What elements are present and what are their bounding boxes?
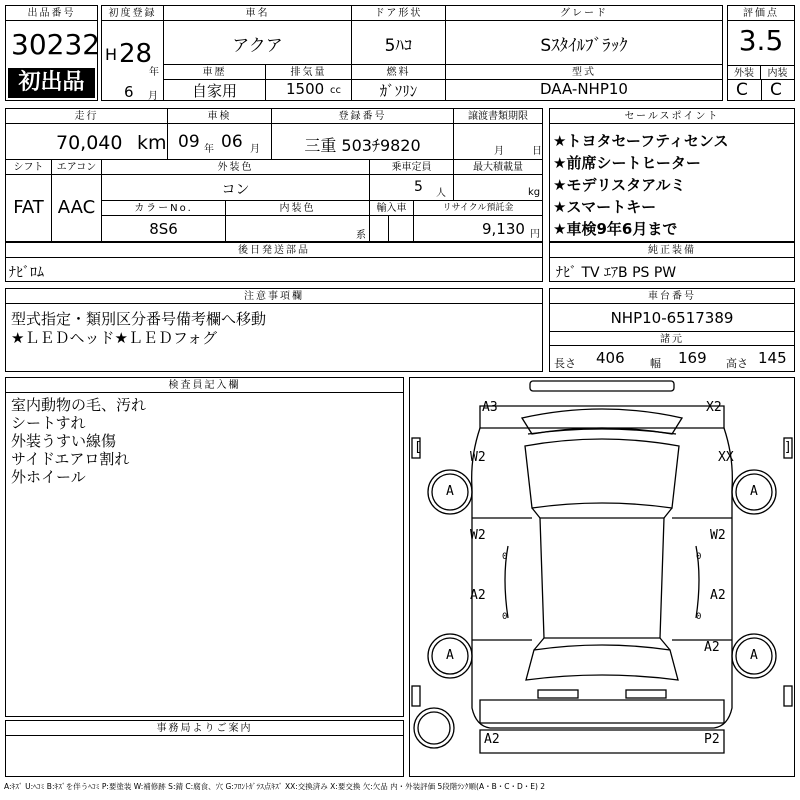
mileage-label: 走行 <box>6 109 168 124</box>
shift-label: シフト <box>6 160 52 175</box>
details-box <box>5 108 543 242</box>
height-value: 145 <box>758 349 787 367</box>
door-cell <box>352 21 446 65</box>
equipment-value: ﾅﾋﾞ TV ｴｱB PS PW <box>556 265 677 281</box>
length-value: 406 <box>596 349 625 367</box>
color-no-value: 8S6 <box>149 220 178 238</box>
first-reg-cell <box>102 21 164 100</box>
equipment-label: 純正装備 <box>550 243 794 258</box>
import-divider <box>388 216 389 241</box>
transfer-cell <box>454 124 542 160</box>
bracket-mark: [ <box>414 440 422 455</box>
history-value: 自家用 <box>191 82 237 100</box>
door-label: ドア形状 <box>352 6 446 21</box>
capacity-cell <box>370 175 454 201</box>
first-listing-badge: 初出品 <box>8 68 95 98</box>
fuel-value: ｶﾞｿﾘﾝ <box>379 82 418 100</box>
damage-mark: A <box>446 484 454 499</box>
damage-mark: A <box>750 648 758 663</box>
model-value: DAA-NHP10 <box>540 80 628 98</box>
car-diagram <box>409 377 795 777</box>
damage-mark: A <box>750 484 758 499</box>
office-box <box>5 720 404 777</box>
car-name-label: 車名 <box>164 6 352 21</box>
first-reg-label: 初度登録 <box>102 6 164 21</box>
ext-color-value: コン <box>221 182 250 198</box>
inspector-line: 外装うすい線傷 <box>11 432 117 450</box>
model-cell <box>446 80 722 100</box>
score-label: 評価点 <box>728 6 794 21</box>
import-cell <box>370 216 414 241</box>
grade-label: グレード <box>446 6 722 21</box>
main-header-box <box>101 5 723 101</box>
aircon-value: AAC <box>57 197 96 218</box>
door-value: 5ﾊｺ <box>384 36 413 56</box>
ext-color-label: 外装色 <box>102 160 370 175</box>
color-no-label: カラーNo. <box>102 201 226 216</box>
reg-year: 28 <box>119 39 153 69</box>
sales-point: ★車検9年6月まで <box>553 220 678 238</box>
damage-mark: X2 <box>706 400 722 415</box>
chassis-label: 車台番号 <box>550 289 794 304</box>
shift-cell <box>6 175 52 241</box>
ext-color-cell <box>102 175 370 201</box>
chassis-box <box>549 288 795 372</box>
recycle-cell <box>414 216 542 241</box>
fuel-cell <box>352 80 446 100</box>
history-label: 車歴 <box>164 65 266 80</box>
capacity-unit: 人 <box>436 188 446 199</box>
damage-mark: A2 <box>710 588 726 603</box>
ext-label: 外装 <box>728 65 761 80</box>
notes-box <box>5 288 543 372</box>
damage-mark: XX <box>718 450 734 465</box>
reg-number-label: 登録番号 <box>272 109 454 124</box>
parts-box <box>5 242 543 282</box>
lot-box <box>5 5 101 101</box>
sales-point: ★トヨタセーフティセンス <box>553 132 729 150</box>
transfer-day-unit: 日 <box>532 146 542 157</box>
grade-value: Sｽﾀｲﾙﾌﾞﾗｯｸ <box>540 36 628 56</box>
inspector-line: 室内動物の毛、汚れ <box>11 396 147 414</box>
displacement-label: 排気量 <box>266 65 352 80</box>
specs-label: 諸元 <box>550 331 794 346</box>
aircon-cell <box>52 175 102 241</box>
damage-mark: W2 <box>470 450 486 465</box>
max-load-cell <box>454 175 542 201</box>
capacity-label: 乗車定員 <box>370 160 454 175</box>
inspection-label: 車検 <box>168 109 272 124</box>
damage-mark: 0 <box>502 612 508 622</box>
inspector-line: 外ホイール <box>11 468 86 486</box>
fuel-label: 燃料 <box>352 65 446 80</box>
height-label: 高さ <box>726 357 748 370</box>
parts-label: 後日発送部品 <box>6 243 542 258</box>
reg-number-cell <box>272 124 454 160</box>
history-cell <box>164 80 266 100</box>
inspection-month-unit: 月 <box>250 144 260 155</box>
lot-number: 30232 <box>11 28 101 61</box>
damage-mark: A2 <box>470 588 486 603</box>
max-load-unit: kg <box>528 187 541 198</box>
inspection-month: 06 <box>221 132 243 152</box>
score-divider <box>761 80 762 100</box>
inspection-year-unit: 年 <box>204 144 214 155</box>
inspector-label: 検査員記入欄 <box>6 378 403 393</box>
month-unit: 月 <box>148 91 158 102</box>
score-value: 3.5 <box>738 24 784 57</box>
damage-mark: W2 <box>470 528 486 543</box>
year-unit: 年 <box>149 67 159 78</box>
sales-point: ★モデリスタアルミ <box>553 176 686 194</box>
car-outline <box>410 378 794 776</box>
damage-mark: 0 <box>696 552 702 562</box>
chassis-value: NHP10-6517389 <box>610 309 734 327</box>
transfer-month-unit: 月 <box>494 146 504 157</box>
recycle-unit: 円 <box>530 229 540 240</box>
legend: A:ｷｽﾞ U:ﾍｺﾐ B:ｷｽﾞを伴うﾍｺﾐ P:要塗装 W:補修跡 S:錆 C:腐食、穴 G:ﾌﾛﾝﾄｶﾞﾗｽ点ｷｽﾞ XX:交換済み X:要交換 欠:欠品 内・外装評価 5段階ﾗﾝｸ順(A・B・C・D・E) 2 <box>4 782 546 791</box>
transfer-label: 譲渡書類期限 <box>454 109 542 124</box>
inspector-line: シートすれ <box>11 414 86 432</box>
color-no-cell <box>102 216 226 241</box>
inspection-year: 09 <box>178 132 200 152</box>
damage-mark: 0 <box>502 552 508 562</box>
grade-cell <box>446 21 722 65</box>
length-label: 長さ <box>554 357 576 370</box>
damage-mark: A2 <box>484 732 500 747</box>
capacity-value: 5 <box>414 179 423 195</box>
sales-point: ★スマートキー <box>553 198 657 216</box>
import-label: 輸入車 <box>370 201 414 216</box>
car-name-value: アクア <box>232 36 283 56</box>
sales-points-label: セールスポイント <box>550 109 794 124</box>
inspection-cell <box>168 124 272 160</box>
damage-mark: W2 <box>710 528 726 543</box>
damage-mark: A <box>446 648 454 663</box>
mileage-unit: km <box>137 132 167 154</box>
int-score: C <box>770 80 782 100</box>
width-label: 幅 <box>650 357 661 370</box>
mileage-cell <box>6 124 168 160</box>
inspector-line: サイドエアロ割れ <box>11 450 130 468</box>
notes-line: 型式指定・類別区分番号備考欄へ移動 <box>11 310 267 328</box>
damage-mark: A2 <box>704 640 720 655</box>
office-label: 事務局よりご案内 <box>6 721 403 736</box>
score-box <box>727 5 795 101</box>
car-name-cell <box>164 21 352 65</box>
model-label: 型式 <box>446 65 722 80</box>
lot-label: 出品番号 <box>6 6 97 21</box>
sales-point: ★前席シートヒーター <box>553 154 701 172</box>
damage-mark: A3 <box>482 400 498 415</box>
displacement-cell <box>266 80 352 100</box>
sales-points-box <box>549 108 795 242</box>
recycle-value: 9,130 <box>482 220 525 238</box>
mileage-value: 70,040 <box>56 132 123 154</box>
max-load-label: 最大積載量 <box>454 160 542 175</box>
width-value: 169 <box>678 349 707 367</box>
damage-mark: P2 <box>704 732 720 747</box>
int-color-label: 内装色 <box>226 201 370 216</box>
bracket-mark: ] <box>784 440 792 455</box>
parts-value: ﾅﾋﾞﾛﾑ <box>9 265 44 281</box>
aircon-label: エアコン <box>52 160 102 175</box>
damage-mark: 0 <box>696 612 702 622</box>
reg-month: 6 <box>124 83 134 101</box>
displacement-value: 1500 <box>286 80 325 98</box>
int-label: 内装 <box>761 65 794 80</box>
int-color-cell <box>226 216 370 241</box>
ext-score: C <box>736 80 748 100</box>
displacement-unit: cc <box>330 85 341 96</box>
equipment-box <box>549 242 795 282</box>
recycle-label: リサイクル預託金 <box>414 201 542 216</box>
reg-number-value: 三重 503ﾁ9820 <box>304 136 421 155</box>
notes-label: 注意事項欄 <box>6 289 542 304</box>
notes-line: ★ＬＥＤヘッド★ＬＥＤフォグ <box>11 329 218 347</box>
shift-value: FAT <box>13 197 44 218</box>
era: H <box>105 45 118 64</box>
inspector-box <box>5 377 404 717</box>
int-color-unit: 系 <box>356 230 366 241</box>
